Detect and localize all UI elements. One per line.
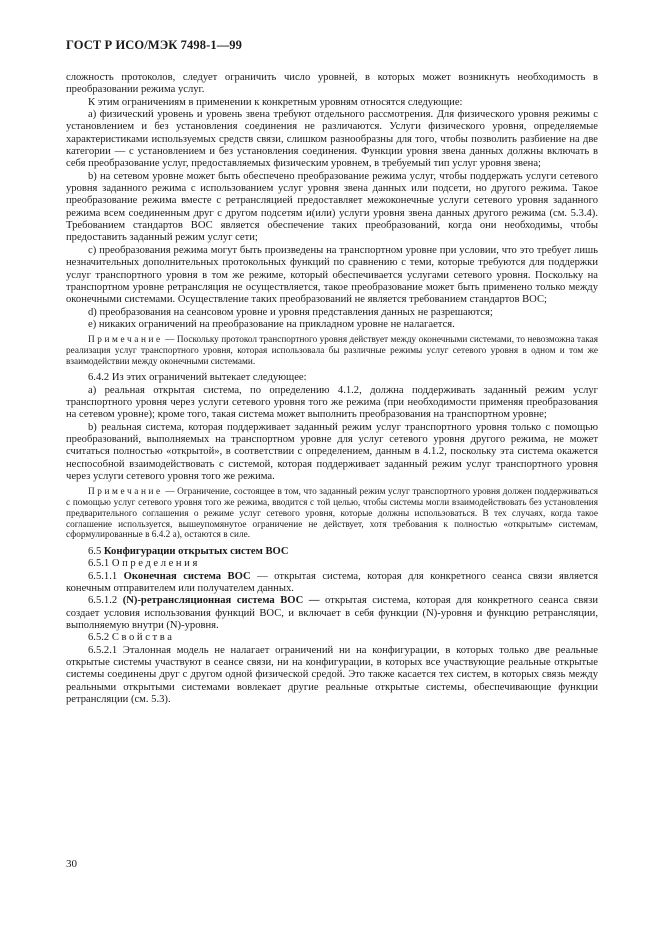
- section-title: Конфигурации открытых систем ВОС: [103, 545, 289, 557]
- note-text: — Поскольку протокол транспортного уровня действует между оконечными системами, то невозможна такая реализация услуг транспортного уровня, которая использовала бы различные режимы услуг сетевого уровня в одном и том же взаимодействии между оконечными системами.: [66, 335, 598, 367]
- section-number: 6.5.1.2: [88, 595, 123, 607]
- list-item: а) физический уровень и уровень звена требуют отдельного рассмотрения. Для физического уровня режимы с установлением и без установления соединения не различаются. Услуги физического уровня, определяемые характеристиками используемых средств связи, слишком разнообразны для того, чтобы позволить разбиение на две категории — с установлением и без установления соединения. Функции уровня звена данных должны включать в себя преобразование услуг, предоставляемых физическим уровнем, в требуемый тип услуг уровня звена;: [66, 109, 598, 170]
- paragraph: сложность протоколов, следует ограничить число уровней, в которых может возникнуть необходимость в преобразовании режима услуг.: [66, 72, 598, 96]
- list-item: b) реальная система, которая поддерживает заданный режим услуг транспортного уровня только с помощью преобразований, выполняемых на транспортном уровне для услуг сетевого уровня другого режима, не может считаться полностью «открытой», в соответствии с определением, данным в 4.1.2, поскольку эта система окажется неспособной взаимодействовать с системой, которая поддерживает заданный режим услуг транспортного уровня через услуги сетевого уровня того же режима.: [66, 421, 598, 483]
- section-title: Свойства: [111, 632, 175, 644]
- section-number: 6.5.2: [88, 632, 112, 644]
- definition-text: — открытая система, которая для конкретного сеанса связи является конечным отправителем или получателем данных.: [66, 570, 598, 594]
- list-item: d) преобразования на сеансовом уровне и уровня представления данных не разрешаются;: [88, 306, 493, 318]
- subsection-heading: [66, 632, 598, 644]
- section-heading: [66, 546, 598, 558]
- note-label: Примечание: [88, 335, 163, 346]
- paragraph: 6.4.2 Из этих ограничений вытекает следующее:: [88, 372, 307, 384]
- definition-term: Оконечная система ВОС: [123, 570, 251, 582]
- note-label: Примечание: [88, 487, 163, 498]
- note: [66, 335, 598, 367]
- section-number: 6.5.1: [88, 558, 112, 570]
- section-number: 6.5.1.1: [88, 570, 124, 582]
- paragraph: К этим ограничениям в применении к конкретным уровням относятся следующие:: [88, 96, 463, 108]
- list-item: а) реальная открытая система, по определению 4.1.2, должна поддерживать заданный режим услуг транспортного уровня через услуги сетевого уровня того же режима (при необходимости применяя преобразования на сетевом уровне); кроме того, такая система может выполнить преобразования на транспортном уровне;: [66, 384, 598, 421]
- section-title: Определения: [111, 558, 200, 570]
- page-number: 30: [66, 858, 77, 870]
- section-number: 6.5: [88, 545, 104, 557]
- list-item: с) преобразования режима могут быть произведены на транспортном уровне при условии, что это требует лишь незначительных дополнительных протокольных функций по сравнению с теми, которые требуются для поддержки услуг транспортного уровня в том же режиме, который обеспечивается услугами сетевого уровня. Поскольку на транспортном уровне ретрансляция не осуществляется, такое преобразование может быть применено только между оконечными системами. Осуществление таких преобразований не является требованием стандартов ВОС;: [66, 244, 598, 306]
- definition: [66, 595, 598, 632]
- note-text: — Ограничение, состоящее в том, что заданный режим услуг транспортного уровня должен поддерживаться с помощью услуг сетевого уровня того же режима, вводится с той целью, чтобы системы могли взаимодействовать без установления предварительного соглашения о режиме услуг сетевого уровня, которые должны использоваться. В тех случаях, когда такое соглашение используется, вышеупомянутое ограничение не действует, хотя требования к полностью «открытым» системам, сформулированные в 6.4.2 а), остаются в силе.: [66, 487, 598, 541]
- list-item: b) на сетевом уровне может быть обеспечено преобразование режима услуг, чтобы поддержать услуги сетевого уровня заданного режима с использованием услуг уровня звена данных или подсети, но другого режима. Такое преобразование режима вместе с ретрансляцией предоставляет межоконечные услуги сетевого уровня заданного режима всем соединенным друг с другом подсетям и(или) услуги уровня звена данных другого режима (см. 5.3.4). Требованием стандартов ВОС является обеспечение таких преобразований, когда они необходимы, чтобы предоставить заданный режим услуг сети;: [66, 170, 598, 244]
- definition-text: открытая система, которая для конкретного сеанса связи создает условия использования функций ВОС, и включает в себя функции (N)-уровня и функцию ретрансляции, выполняемую внутри (N)-уровня.: [66, 595, 598, 631]
- definition-term: (N)-ретрансляционная система ВОС —: [122, 595, 320, 607]
- document-body: [66, 72, 598, 706]
- note: [66, 487, 598, 541]
- list-item: е) никаких ограничений на преобразование на прикладном уровне не налагается.: [88, 318, 455, 330]
- paragraph: 6.5.2.1 Эталонная модель не налагает ограничений ни на конфигурации, в которых только две реальные открытые системы участвуют в сеансе связи, ни на конфигурации, в которых все участвующие реальные открытые системы соединены друг с другом одной физической средой. Это также касается тех систем, в которых связь между реальными открытыми системами вовлекает другие реальные открытые системы, обеспечивающие функции ретрансляции (см. 5.3).: [66, 644, 598, 706]
- subsection-heading: [66, 558, 598, 570]
- definition: [66, 571, 598, 596]
- document-header: ГОСТ Р ИСО/МЭК 7498-1—99: [66, 38, 242, 52]
